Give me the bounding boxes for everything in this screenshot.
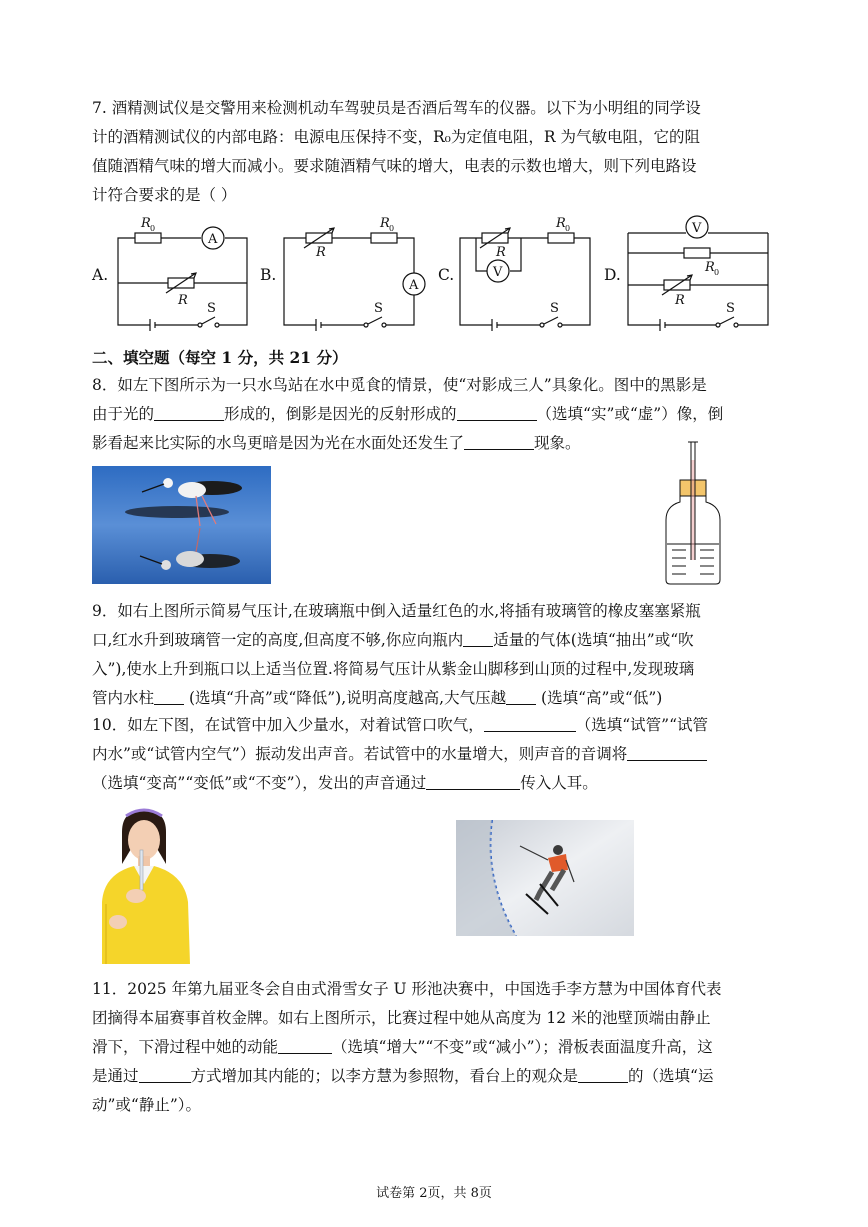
circuit-diagrams <box>0 205 868 335</box>
answer-blank[interactable] <box>426 773 520 790</box>
q8-line: 8．如左下图所示为一只水鸟站在水中觅食的情景，使“对影成三人”具象化。图中的黑影是 <box>92 376 707 394</box>
voltmeter-c-label: V <box>493 265 503 280</box>
r-label: R <box>178 293 188 308</box>
answer-blank[interactable] <box>154 404 224 421</box>
q11-line: 是通过 方式增加其内能的；以李方慧为参照物，看台上的观众是 的（选填“运 <box>92 1067 714 1085</box>
q8-line: 影看起来比实际的水鸟更暗是因为光在水面处还发生了 现象。 <box>92 434 581 452</box>
switch-label: S <box>207 301 216 316</box>
answer-blank[interactable] <box>506 688 536 705</box>
switch-label: S <box>726 301 735 316</box>
option-c-label: C. <box>438 266 455 284</box>
girl-blowing-test-tube-photo <box>92 804 196 964</box>
r-label: R <box>496 245 506 260</box>
q11-line: 团摘得本届赛事首枚金牌。如右上图所示，比赛过程中她从高度为 12 米的池壁顶端由静止 <box>92 1009 711 1027</box>
page-footer: 试卷第 2页，共 8页 <box>376 1186 492 1201</box>
answer-blank[interactable] <box>154 688 184 705</box>
circuit-a <box>118 227 247 331</box>
q7-line: 计的酒精测试仪的内部电路：电源电压保持不变，R₀为定值电阻，R 为气敏电阻，它的阻 <box>92 128 700 146</box>
answer-blank[interactable] <box>484 715 576 732</box>
r0-sub: 0 <box>389 224 395 233</box>
wading-bird-photo <box>92 466 271 584</box>
switch-label: S <box>374 301 383 316</box>
section-heading: 二、填空题（每空 1 分，共 21 分） <box>92 348 348 367</box>
r0-label: R <box>141 216 151 231</box>
q11-line: 滑下，下滑过程中她的动能 （选填“增大”“不变”或“减小”）；滑板表面温度升高，这 <box>92 1038 713 1056</box>
voltmeter-d-label: V <box>692 221 702 236</box>
r0-label: R <box>556 216 566 231</box>
answer-blank[interactable] <box>464 433 534 450</box>
skier-halfpipe-photo <box>456 820 634 936</box>
q10-line: 内水”或“试管内空气”）振动发出声音。若试管中的水量增大，则声音的音调将 <box>92 740 780 769</box>
r0-sub: 0 <box>714 268 720 277</box>
barometer-bottle-diagram <box>662 440 726 586</box>
q11-line: 11．2025 年第九届亚冬会自由式滑雪女子 U 形池决赛中，中国选手李方慧为中国体育代表 <box>92 980 722 998</box>
r0-sub: 0 <box>150 224 156 233</box>
answer-blank[interactable] <box>578 1066 628 1083</box>
circuit-c <box>460 228 590 331</box>
q10-line: （选填“变高”“变低”或“不变”），发出的声音通过 传入人耳。 <box>92 774 598 792</box>
q9-line: 入”),使水上升到瓶口以上适当位置.将简易气压计从紫金山脚移到山顶的过程中,发现玻璃 <box>92 660 695 678</box>
q11-line: 动”或“静止”）。 <box>92 1096 202 1114</box>
q9-line: 管内水柱 (选填“升高”或“降低”),说明高度越高,大气压越 (选填“高”或“低”) <box>92 689 663 707</box>
r0-label: R <box>380 216 390 231</box>
q10-text <box>92 711 780 798</box>
option-d-label: D. <box>604 266 621 284</box>
r0-label: R <box>705 260 715 275</box>
ammeter-a-label: A <box>208 232 218 247</box>
r-label: R <box>675 293 685 308</box>
answer-blank[interactable] <box>457 404 537 421</box>
answer-blank[interactable] <box>627 744 707 761</box>
answer-blank[interactable] <box>278 1037 332 1054</box>
answer-blank[interactable] <box>463 630 493 647</box>
q8-line: 由于光的 形成的，倒影是因光的反射形成的 （选填“实”或“虚”）像，倒 <box>92 405 724 423</box>
switch-label: S <box>550 301 559 316</box>
q7-text <box>92 94 780 210</box>
q10-line: 10．如左下图，在试管中加入少量水，对着试管口吹气， （选填“试管”“试管 <box>92 716 709 734</box>
r-label: R <box>316 245 326 260</box>
r0-sub: 0 <box>565 224 571 233</box>
q9-line: 口,红水升到玻璃管一定的高度,但高度不够,你应向瓶内 适量的气体(选填“抽出”或“吹 <box>92 631 694 649</box>
q9-text <box>92 597 780 713</box>
answer-blank[interactable] <box>139 1066 191 1083</box>
q7-line: 计符合要求的是（ ） <box>92 186 237 204</box>
ammeter-b-label: A <box>409 278 419 293</box>
q7-line: 值随酒精气味的增大而减小。要求随酒精气味的增大，电表的示数也增大，则下列电路设 <box>92 157 697 175</box>
q7-line: 7. 酒精测试仪是交警用来检测机动车驾驶员是否酒后驾车的仪器。以下为小明组的同学设 <box>92 99 701 117</box>
option-a-label: A. <box>92 266 109 284</box>
circuit-b <box>284 228 425 331</box>
option-b-label: B. <box>260 266 277 284</box>
q11-text <box>92 975 780 1120</box>
q9-line: 9．如右上图所示简易气压计,在玻璃瓶中倒入适量红色的水,将插有玻璃管的橡皮塞塞紧瓶 <box>92 602 701 620</box>
